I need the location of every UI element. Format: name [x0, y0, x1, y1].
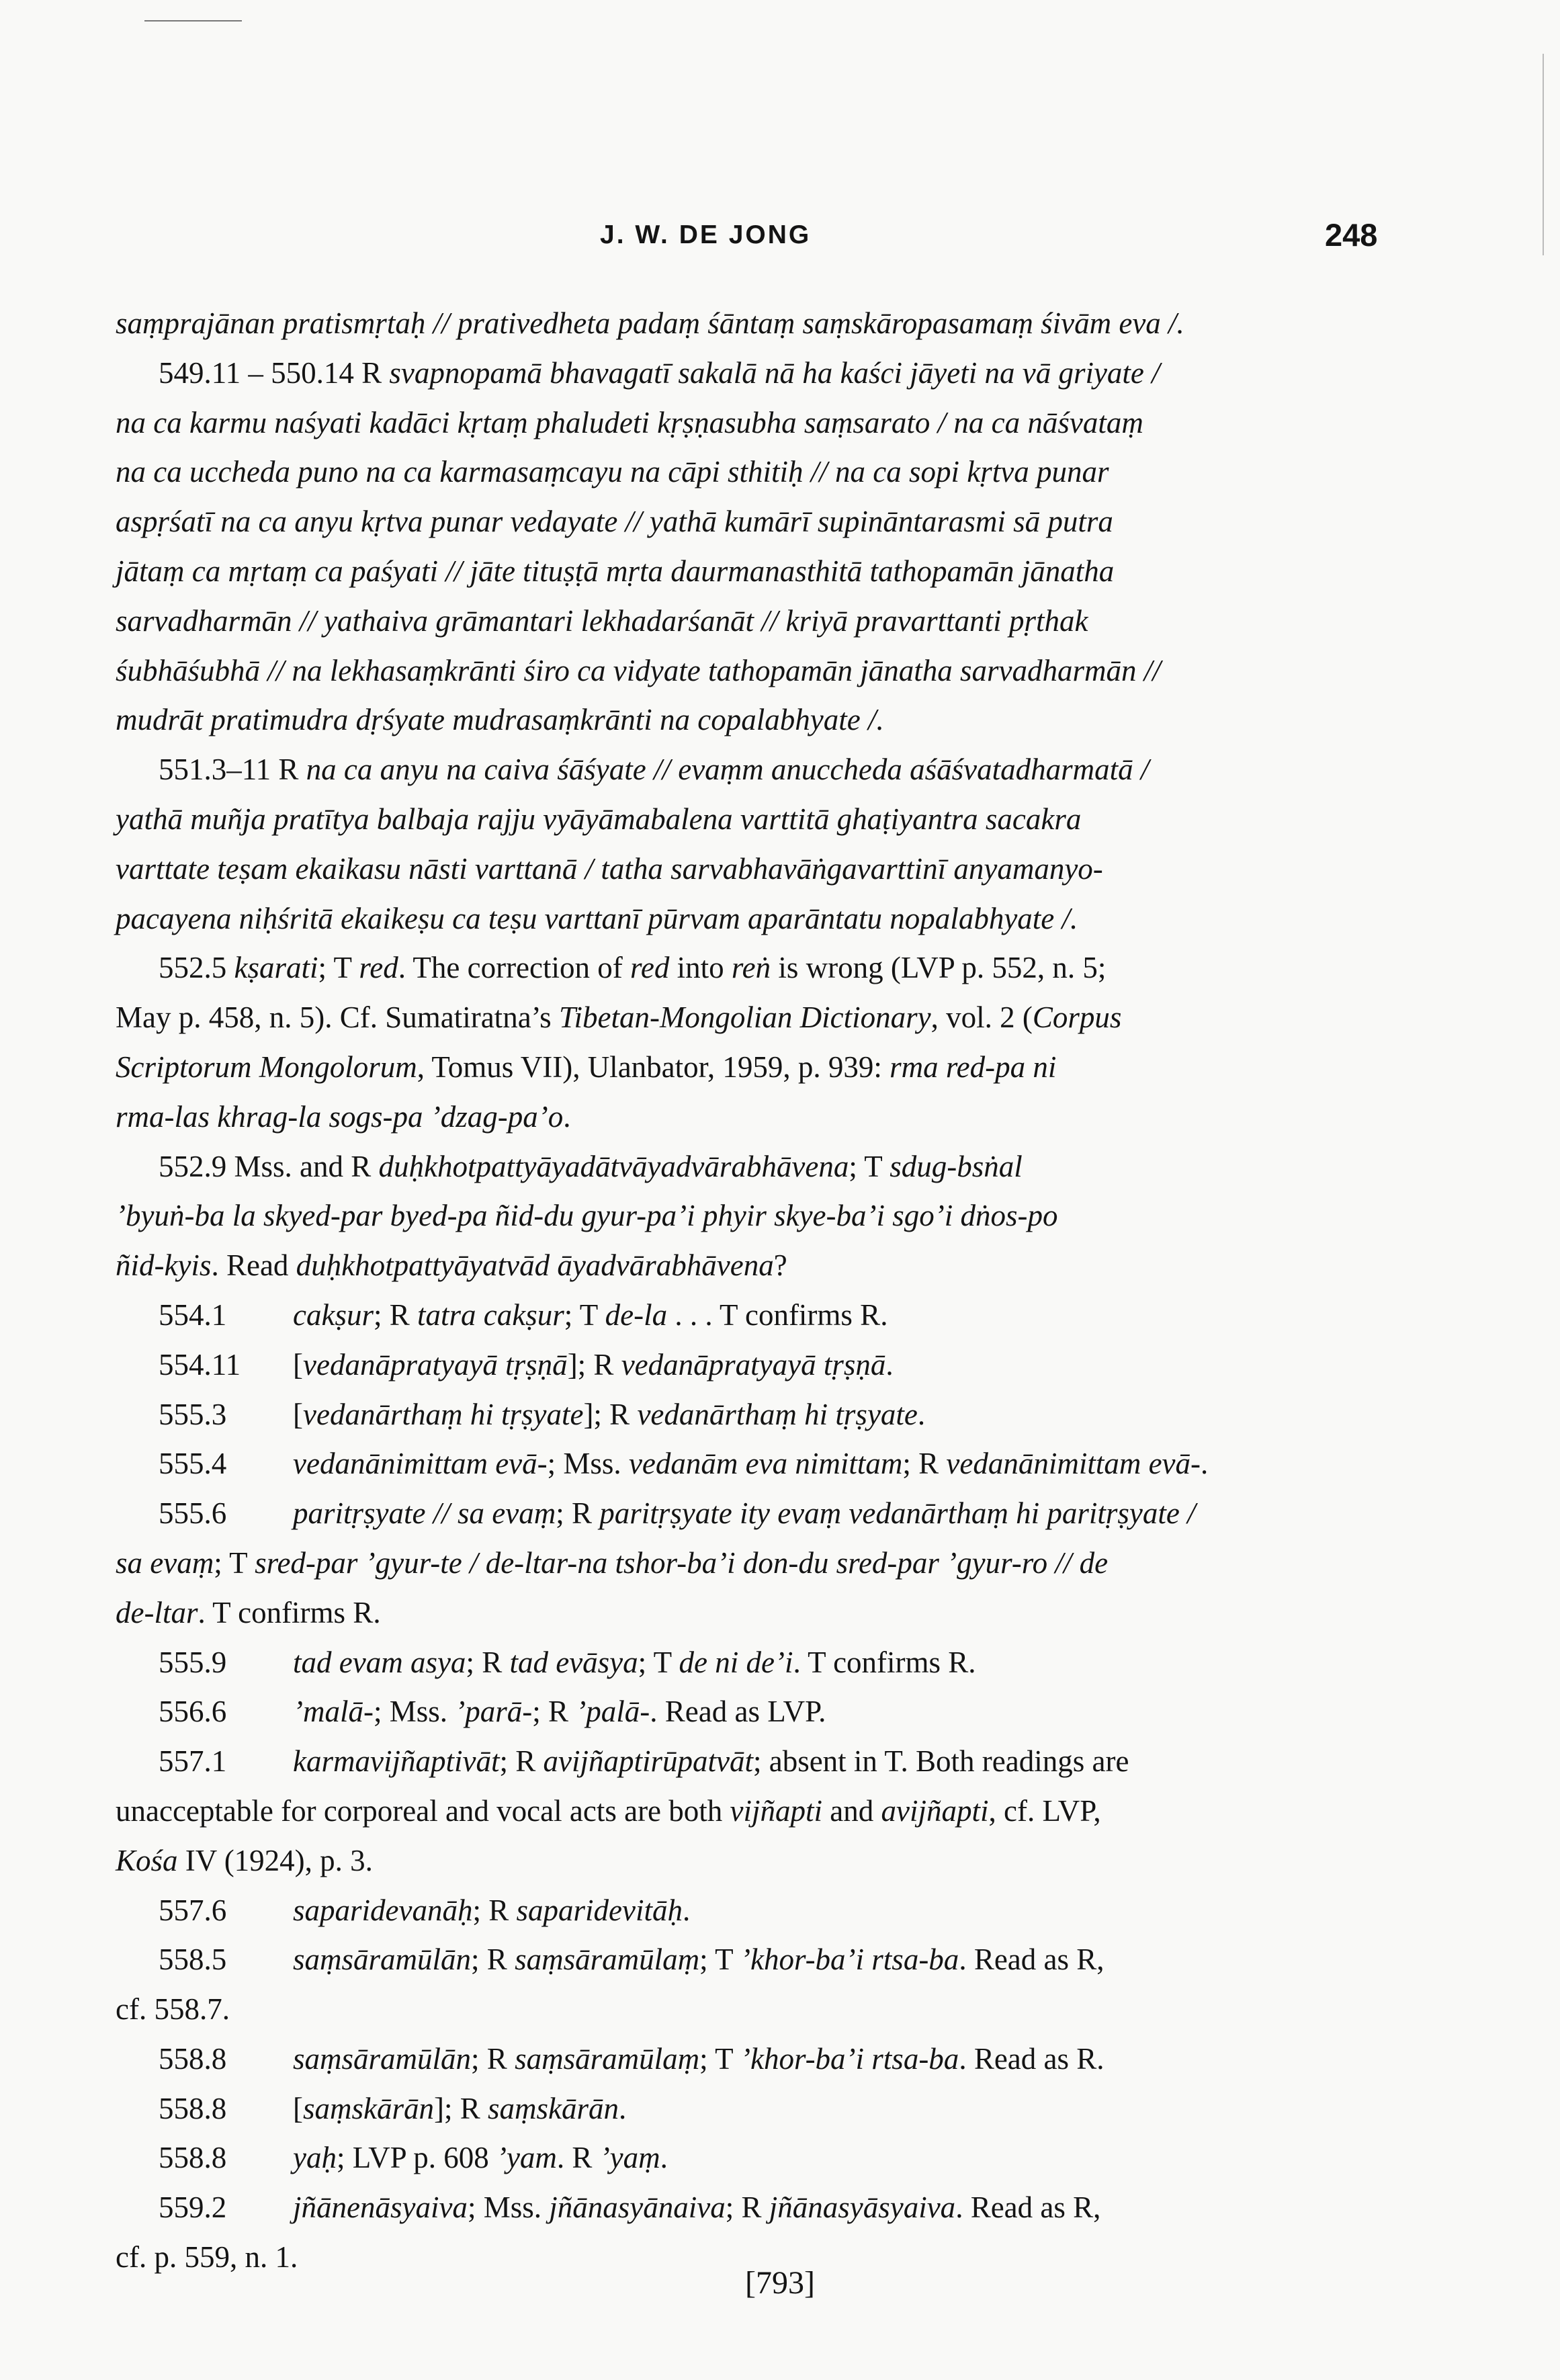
text-run: [ — [293, 2091, 303, 2125]
text-run: vedanām eva nimittam — [628, 1447, 903, 1481]
text-run: paritṛṣyate ity evaṃ vedanārthaṃ hi paritṛṣyate / — [599, 1496, 1196, 1531]
text-run: pacayena niḥśritā ekaikeṣu ca teṣu varttanī pūrvam aparāntatu nopalabhyate /. — [116, 901, 1078, 935]
text-run: saṃsāramūlaṃ — [515, 1943, 700, 1977]
text-run: saparidevanāḥ — [293, 1893, 473, 1927]
text-line — [116, 845, 1405, 894]
text-run: unacceptable for corporeal and vocal acts are both — [116, 1793, 730, 1828]
entry-label: 555.6 — [159, 1496, 227, 1531]
note-entry — [116, 1341, 1405, 1390]
text-run: reṅ — [731, 951, 771, 985]
text-run: mudrāt pratimudra dṛśyate mudrasaṃkrānti na copalabhyate /. — [116, 703, 884, 737]
text-run: vedanāpratyayā tṛṣṇā — [303, 1347, 568, 1382]
text-line — [116, 1191, 1405, 1241]
text-run: vijñapti — [730, 1793, 823, 1828]
text-line — [116, 2084, 1405, 2134]
text-line — [116, 1836, 1405, 1886]
text-line — [116, 1291, 1405, 1341]
text-run: sa evaṃ — [116, 1545, 214, 1580]
text-run: . Read as R, — [955, 2191, 1101, 2225]
entry-label: 559.2 — [159, 2191, 227, 2225]
text-run: sarvadharmān // yathaiva grāmantari lekhadarśanāt // kriyā pravarttanti pṛthak — [116, 603, 1088, 638]
text-run: karmavijñaptivāt — [293, 1744, 500, 1779]
text-line — [116, 398, 1405, 448]
text-run: ; Mss. — [373, 1695, 456, 1729]
text-run: ’palā- — [576, 1695, 650, 1729]
text-run: . — [563, 1099, 571, 1134]
text-run: avijñapti — [881, 1793, 989, 1828]
text-run: cf. 558.7. — [116, 1992, 230, 2027]
text-line — [116, 943, 1405, 993]
entry-label: 557.6 — [159, 1893, 227, 1927]
text-line — [116, 1093, 1405, 1142]
text-run: rma red-pa ni — [890, 1050, 1057, 1084]
text-run: duḥkhotpattyāyatvād āyadvārabhāvena — [296, 1248, 774, 1283]
text-line — [116, 1489, 1405, 1539]
text-run: . R — [556, 2141, 600, 2175]
text-run: ; R — [373, 1298, 418, 1332]
text-run: ; T — [564, 1298, 605, 1332]
text-run: vedanārthaṃ hi tṛṣyate — [303, 1397, 584, 1431]
text-run: sdug-bsṅal — [890, 1149, 1023, 1183]
top-rule — [144, 20, 242, 22]
text-run: . Read as R, — [959, 1943, 1104, 1977]
entry-label: 558.5 — [159, 1943, 227, 1977]
text-line — [116, 448, 1405, 497]
text-run: ; T — [849, 1149, 890, 1183]
paragraph — [116, 1142, 1405, 1291]
note-entry — [116, 1935, 1405, 2035]
entry-label: 557.1 — [159, 1744, 227, 1779]
text-run: ; R — [471, 1943, 515, 1977]
note-entry — [116, 1638, 1405, 1688]
text-line — [116, 1439, 1405, 1489]
entry-label: 554.1 — [159, 1298, 227, 1332]
text-run: 552.9 Mss. and R — [159, 1149, 379, 1183]
text-run: . — [683, 1893, 691, 1927]
note-entry — [116, 1886, 1405, 1936]
text-run: ; R — [466, 1645, 510, 1679]
text-run: ; T — [638, 1645, 679, 1679]
page-header — [0, 217, 1560, 261]
text-run: paritṛṣyate // sa evaṃ — [293, 1496, 556, 1531]
text-run: ]; R — [567, 1347, 621, 1382]
text-run: yathā muñja pratītya balbaja rajju vyāyāmabalena varttitā ghaṭiyantra sacakra — [116, 802, 1082, 836]
text-run: 552.5 — [159, 951, 234, 985]
text-run: saṃprajānan pratismṛtaḥ // prativedheta padaṃ śāntaṃ saṃskāropasamaṃ śivām eva /. — [116, 306, 1184, 340]
text-line — [116, 1935, 1405, 1985]
text-line — [116, 1787, 1405, 1836]
text-run: May p. 458, n. 5). Cf. Sumatiratna’s — [116, 1001, 559, 1035]
text-run: aspṛśatī na ca anyu kṛtva punar vedayate // yathā kumārī supināntarasmi sā putra — [116, 505, 1113, 539]
text-run: Kośa — [116, 1843, 178, 1877]
text-run: tatra cakṣur — [417, 1298, 564, 1332]
text-run: . T confirms R. — [198, 1595, 381, 1629]
text-line — [116, 1737, 1405, 1787]
entry-label: 558.8 — [159, 2091, 227, 2125]
text-run: jñānasyāsyaiva — [769, 2191, 956, 2225]
note-entry — [116, 1737, 1405, 1885]
text-line — [116, 1241, 1405, 1291]
text-run: ; Mss. — [467, 2191, 550, 2225]
text-run: vedanāpratyayā tṛṣṇā — [621, 1347, 886, 1382]
text-run: ; R — [725, 2191, 769, 2225]
text-run: . — [660, 2141, 668, 2175]
text-line — [116, 349, 1405, 398]
text-run: saṃskārān — [303, 2091, 435, 2125]
paragraph — [116, 943, 1405, 1142]
text-run: jñānasyānaiva — [549, 2191, 726, 2225]
text-run: vedanānimittam evā- — [946, 1447, 1201, 1481]
entry-label: 556.6 — [159, 1695, 227, 1729]
text-run: de-la — [605, 1298, 668, 1332]
text-line — [116, 1886, 1405, 1936]
text-line — [116, 1043, 1405, 1093]
text-line — [116, 894, 1405, 944]
text-run: rma-las khrag-la sogs-pa ’dzag-pa’o — [116, 1099, 564, 1134]
text-run: ; R — [532, 1695, 576, 1729]
text-run: na ca uccheda puno na ca karmasaṃcayu na cāpi sthitiḥ // na ca sopi kṛtva punar — [116, 455, 1109, 489]
text-run: ’yaṃ — [599, 2141, 660, 2175]
text-run: . Read as LVP. — [650, 1695, 826, 1729]
text-run: tad evāsya — [509, 1645, 638, 1679]
note-entry — [116, 1687, 1405, 1737]
text-run: varttate teṣam ekaikasu nāsti varttanā / tatha sarvabhavāṅgavarttinī anyamanyo- — [116, 851, 1103, 886]
text-line — [116, 1142, 1405, 1192]
text-run: de ni de’i — [679, 1645, 793, 1679]
text-run: Scriptorum Mongolorum — [116, 1050, 417, 1084]
text-run: , vol. 2 ( — [930, 1001, 1033, 1035]
note-entry — [116, 1439, 1405, 1489]
text-run: saṃsāramūlān — [293, 1943, 472, 1977]
body-text — [116, 299, 1405, 2283]
text-run: ; R — [471, 2041, 515, 2076]
text-run: . Read — [211, 1248, 296, 1283]
text-run: 549.11 – 550.14 R — [159, 355, 390, 390]
note-entry — [116, 2133, 1405, 2183]
text-run: jñānenāsyaiva — [293, 2191, 468, 2225]
text-run: na ca anyu na caiva śāśyate // evaṃm anuccheda aśāśvatadharmatā / — [306, 753, 1150, 787]
text-run: Corpus — [1032, 1001, 1122, 1035]
text-line — [116, 1687, 1405, 1737]
text-run: 551.3–11 R — [159, 753, 306, 787]
entry-label: 558.8 — [159, 2041, 227, 2076]
text-run: jātaṃ ca mṛtaṃ ca paśyati // jāte tituṣṭā mṛta daurmanasthitā tathopamān jānatha — [116, 554, 1115, 588]
paragraph — [116, 745, 1405, 943]
text-run: ; R — [556, 1496, 600, 1531]
text-line — [116, 1588, 1405, 1638]
text-line — [116, 597, 1405, 646]
text-run: . — [917, 1397, 926, 1431]
entry-label: 555.3 — [159, 1397, 227, 1431]
text-run: saṃskārān — [488, 2091, 619, 2125]
text-run: duḥkhotpattyāyadātvāyadvārabhāvena — [378, 1149, 849, 1183]
text-run: ’khor-ba’i rtsa-ba — [740, 1943, 959, 1977]
text-run: ; Mss. — [547, 1447, 629, 1481]
text-run: . The correction of — [398, 951, 630, 985]
text-run: . — [1201, 1447, 1209, 1481]
note-entry — [116, 2084, 1405, 2134]
text-run: , Tomus VII), Ulanbator, 1959, p. 939: — [417, 1050, 890, 1084]
note-entry — [116, 1390, 1405, 1440]
text-run: cakṣur — [293, 1298, 374, 1332]
text-line — [116, 2183, 1405, 2233]
text-line — [116, 1985, 1405, 2035]
text-run: ; T — [699, 2041, 740, 2076]
text-run: . — [619, 2091, 627, 2125]
text-run: na ca karmu naśyati kadāci kṛtaṃ phaludeti kṛṣṇasubha saṃsarato / na ca nāśvataṃ — [116, 405, 1143, 439]
text-run: and — [822, 1793, 881, 1828]
page-number: 248 — [1325, 217, 1378, 253]
text-line — [116, 2133, 1405, 2183]
entry-label: 555.4 — [159, 1447, 227, 1481]
entry-label: 554.11 — [159, 1347, 241, 1382]
text-run: svapnopamā bhavagatī sakalā nā ha kaści jāyeti na vā griyate / — [389, 355, 1160, 390]
text-run: ; R — [902, 1447, 947, 1481]
text-run: ; T — [318, 951, 359, 985]
text-run: kṣarati — [234, 951, 318, 985]
text-run: is wrong (LVP p. 552, n. 5; — [771, 951, 1107, 985]
text-run: red — [630, 951, 670, 985]
text-line — [116, 1638, 1405, 1688]
text-run: ; T — [699, 1943, 740, 1977]
folio-number: [793] — [745, 2265, 815, 2301]
text-line — [116, 299, 1405, 349]
text-run: . Read as R. — [959, 2041, 1104, 2076]
entry-label: 555.9 — [159, 1645, 227, 1679]
text-line — [116, 547, 1405, 597]
text-run: [ — [293, 1397, 303, 1431]
text-run: . . . T confirms R. — [667, 1298, 888, 1332]
text-run: tad evam asya — [293, 1645, 466, 1679]
text-run: . T confirms R. — [793, 1645, 976, 1679]
text-run: ; R — [499, 1744, 544, 1779]
text-run: ’parā- — [455, 1695, 533, 1729]
note-entry — [116, 2035, 1405, 2084]
text-run: red — [359, 951, 398, 985]
running-head: J. W. DE JONG — [600, 220, 812, 249]
text-run: ’khor-ba’i rtsa-ba — [740, 2041, 959, 2076]
note-entry — [116, 1291, 1405, 1341]
text-run: sred-par ’gyur-te / de-ltar-na tshor-ba’i don-du sred-par ’gyur-ro // de — [255, 1545, 1109, 1580]
note-entry — [116, 1489, 1405, 1638]
text-run: ]; R — [434, 2091, 488, 2125]
text-run: vedanārthaṃ hi tṛṣyate — [637, 1397, 918, 1431]
text-line — [116, 993, 1405, 1043]
entry-label: 558.8 — [159, 2141, 227, 2175]
text-line — [116, 695, 1405, 745]
text-run: ; T — [214, 1545, 255, 1580]
text-run: [ — [293, 1347, 303, 1382]
text-run: . — [885, 1347, 894, 1382]
text-run: , cf. LVP, — [988, 1793, 1101, 1828]
paragraph — [116, 299, 1405, 349]
text-run: ? — [773, 1248, 787, 1283]
text-line — [116, 795, 1405, 845]
text-run: vedanānimittam evā- — [293, 1447, 548, 1481]
text-run: yaḥ — [293, 2141, 337, 2175]
text-run: ; absent in T. Both readings are — [752, 1744, 1129, 1779]
text-line — [116, 1341, 1405, 1390]
text-run: ñid-kyis — [116, 1248, 212, 1283]
text-line — [116, 497, 1405, 547]
text-line — [116, 646, 1405, 696]
text-run: cf. p. 559, n. 1. — [116, 2240, 298, 2275]
text-run: saṃsāramūlān — [293, 2041, 472, 2076]
text-run: into — [669, 951, 732, 985]
text-line — [116, 745, 1405, 795]
text-run: avijñaptirūpatvāt — [543, 1744, 753, 1779]
text-run: ’byuṅ-ba la skyed-par byed-pa ñid-du gyur-pa’i phyir skye-ba’i sgo’i dṅos-po — [116, 1199, 1058, 1233]
paragraph — [116, 349, 1405, 745]
text-run: Tibetan-Mongolian Dictionary — [558, 1001, 931, 1035]
text-run: ]; R — [583, 1397, 638, 1431]
text-run: ; LVP p. 608 — [336, 2141, 496, 2175]
text-run: saparidevitāḥ — [516, 1893, 683, 1927]
text-run: saṃsāramūlaṃ — [515, 2041, 700, 2076]
text-run: śubhāśubhā // na lekhasaṃkrānti śiro ca vidyate tathopamān jānatha sarvadharmān // — [116, 653, 1161, 687]
text-run: de-ltar — [116, 1595, 198, 1629]
text-run: ’yam — [496, 2141, 557, 2175]
text-run: IV (1924), p. 3. — [177, 1843, 373, 1877]
text-run: ; R — [472, 1893, 517, 1927]
text-line — [116, 2035, 1405, 2084]
text-run: ’malā- — [293, 1695, 374, 1729]
text-line — [116, 1539, 1405, 1588]
text-line — [116, 1390, 1405, 1440]
